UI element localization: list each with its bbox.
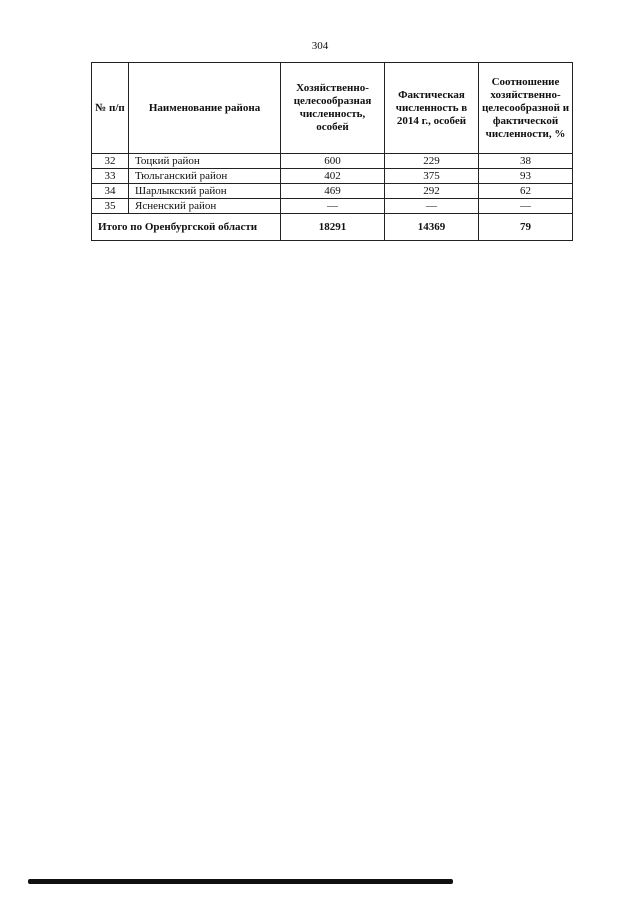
actual-value: 375 — [385, 169, 479, 184]
population-table — [91, 62, 573, 241]
economic-value: — — [281, 199, 385, 214]
header-actual-population: Фактическая численность в 2014 г., особей — [385, 63, 479, 154]
table-row — [92, 184, 573, 199]
district-name: Ясненский район — [129, 199, 281, 214]
economic-value: 402 — [281, 169, 385, 184]
total-economic-value: 18291 — [281, 214, 385, 241]
district-name: Тоцкий район — [129, 154, 281, 169]
ratio-value: 38 — [479, 154, 573, 169]
ratio-value: — — [479, 199, 573, 214]
total-ratio-value: 79 — [479, 214, 573, 241]
district-name: Шарлыкский район — [129, 184, 281, 199]
total-row — [92, 214, 573, 241]
table-header-row — [92, 63, 573, 154]
table-row — [92, 154, 573, 169]
ratio-value: 93 — [479, 169, 573, 184]
header-economic-population: Хозяйственно-целесообразная численность, особей — [281, 63, 385, 154]
ratio-value: 62 — [479, 184, 573, 199]
row-number: 35 — [92, 199, 129, 214]
economic-value: 600 — [281, 154, 385, 169]
header-ratio: Соотношение хозяйственно-целесообразной и фактической численности, % — [479, 63, 573, 154]
total-label: Итого по Оренбургской области — [92, 214, 281, 241]
table-row — [92, 169, 573, 184]
row-number: 33 — [92, 169, 129, 184]
header-district-name: Наименование района — [129, 63, 281, 154]
header-number: № п/п — [92, 63, 129, 154]
actual-value: — — [385, 199, 479, 214]
actual-value: 292 — [385, 184, 479, 199]
footer-rule — [28, 879, 453, 884]
row-number: 34 — [92, 184, 129, 199]
actual-value: 229 — [385, 154, 479, 169]
economic-value: 469 — [281, 184, 385, 199]
district-name: Тюльганский район — [129, 169, 281, 184]
total-actual-value: 14369 — [385, 214, 479, 241]
row-number: 32 — [92, 154, 129, 169]
page-number: 304 — [311, 40, 329, 52]
table-row — [92, 199, 573, 214]
